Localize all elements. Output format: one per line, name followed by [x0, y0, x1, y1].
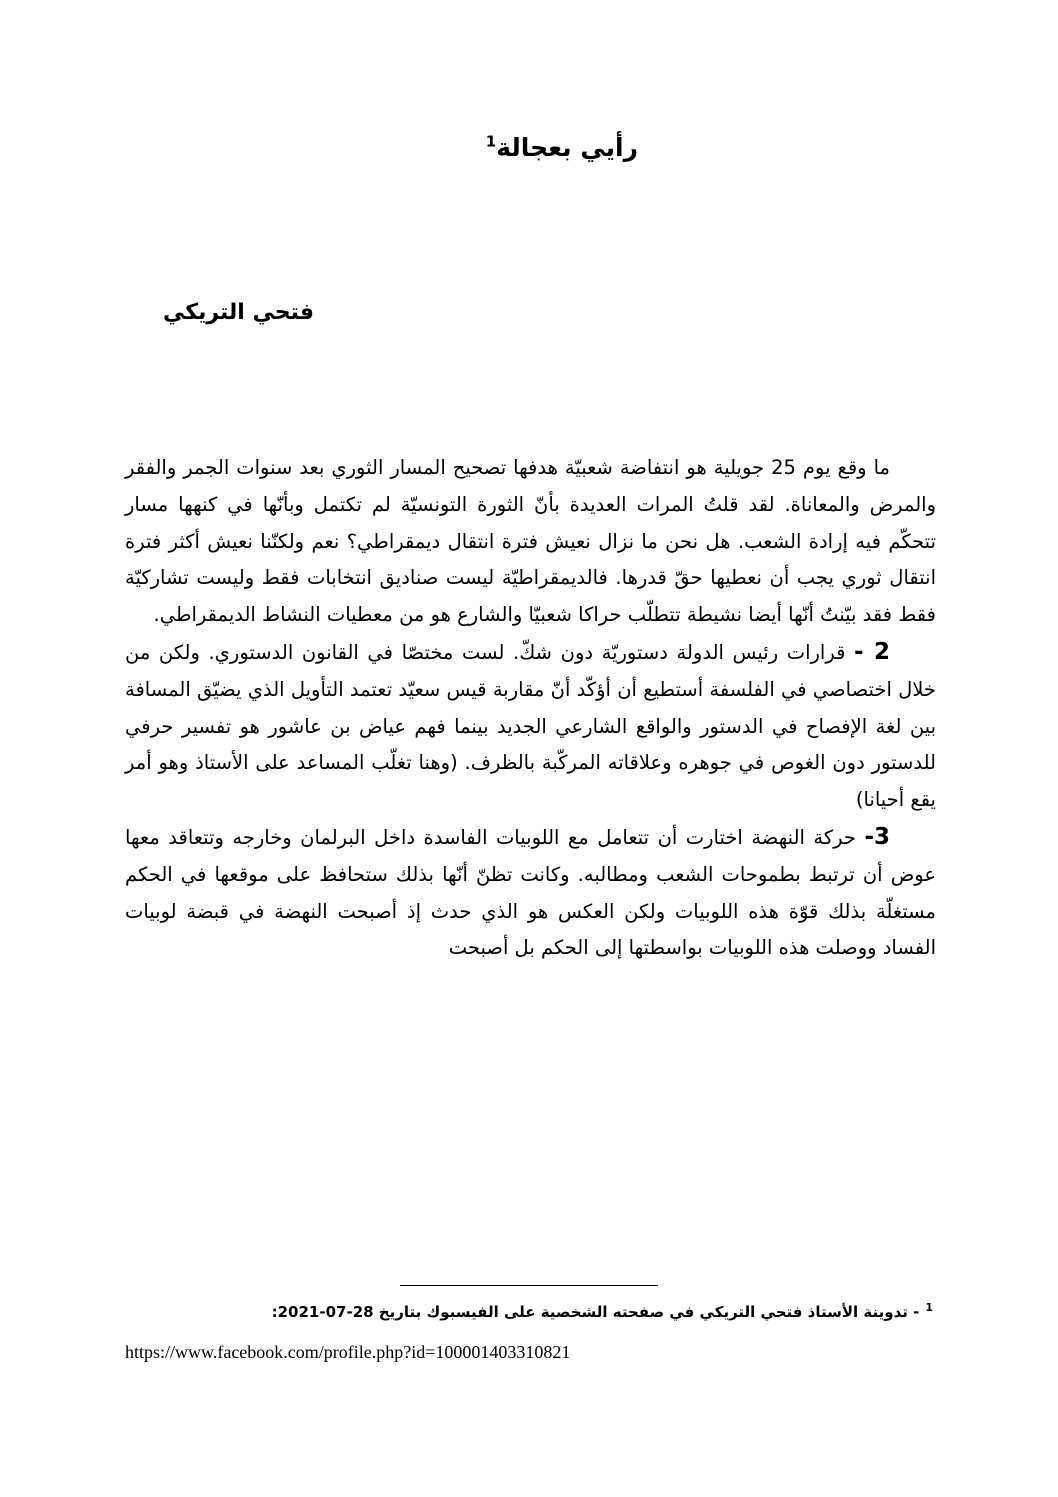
footnote: [173, 1296, 933, 1324]
title-text: رأيي بعجالة: [496, 133, 638, 162]
article-body: [125, 450, 936, 967]
paragraph-3-number: 3-: [864, 823, 890, 850]
paragraph-1-text: ما وقع يوم 25 جويلية هو انتفاضة شعبيّة هدفها تصحيح المسار الثوري بعد سنوات الجمر والفقر والمرض والمعاناة. لقد قلتُ المرات العديدة بأنّ الثورة التونسيّة لم تكتمل وبأنّها في كنهها مسار تتحكّم فيه إرادة الشعب. هل نحن ما نزال نعيش فترة انتقال ديمقراطي؟ نعم ولكنّنا نعيش أكثر فترة انتقال ثوري يجب أن نعطيها حقّ قدرها. فالديمقراطيّة ليست صناديق انتخابات فقط وليست تشاركيّة فقط فقد بيّنتُ أنّها أيضا نشيطة تتطلّب حراكا شعبيّا والشارع هو من معطيات النشاط الديمقراطي.: [125, 456, 936, 627]
author-name: فتحي التريكي: [163, 300, 314, 325]
footnote-marker: 1: [925, 1301, 933, 1314]
paragraph-3: [125, 819, 936, 967]
paragraph-3-text: حركة النهضة اختارت أن تتعامل مع اللوبيات الفاسدة داخل البرلمان وخارجه وتتعاقد معها عوض أن ترتبط بطموحات الشعب ومطالبه. وكانت تظنّ أنّها بذلك ستحافظ على موقعها في الحكم مستغلّة بذلك قوّة هذه اللوبيات ولكن العكس هو الذي حدث إذ أصبحت النهضة في قبضة لوبيات الفساد ووصلت هذه اللوبيات بواسطتها إلى الحكم بل أصبحت: [125, 825, 936, 960]
paragraph-2-number: 2 -: [854, 638, 890, 665]
paragraph-1: [125, 450, 936, 634]
footnote-separator: [400, 1285, 658, 1286]
paragraph-2-text: قرارات رئيس الدولة دستوريّة دون شكّ. لست مختصّا في القانون الدستوري. ولكن من خلال اختصاصي في الفلسفة أستطيع أن أؤكّد أنّ مقاربة قيس سعيّد تعتمد التأويل الذي يضيّق المسافة بين لغة الإفصاح في الدستور والواقع الشارعي الجديد بينما فهم عياض بن عاشور هو تفسير حرفي للدستور دون الغوص في جوهره وعلاقاته المركّبة بالظرف. (وهنا تغلّب المساعد على الأستاذ وهو أمر يقع أحيانا): [125, 640, 936, 812]
page-title: [238, 128, 638, 168]
footnote-text: - تدوينة الأستاذ فتحي التريكي في صفحته الشخصية على الفيسبوك بتاريخ 28-07-2021:: [271, 1303, 920, 1321]
paragraph-2: [125, 634, 936, 819]
title-footnote-ref[interactable]: 1: [485, 132, 497, 151]
source-url-link[interactable]: https://www.facebook.com/profile.php?id=100001403310821: [125, 1342, 571, 1362]
